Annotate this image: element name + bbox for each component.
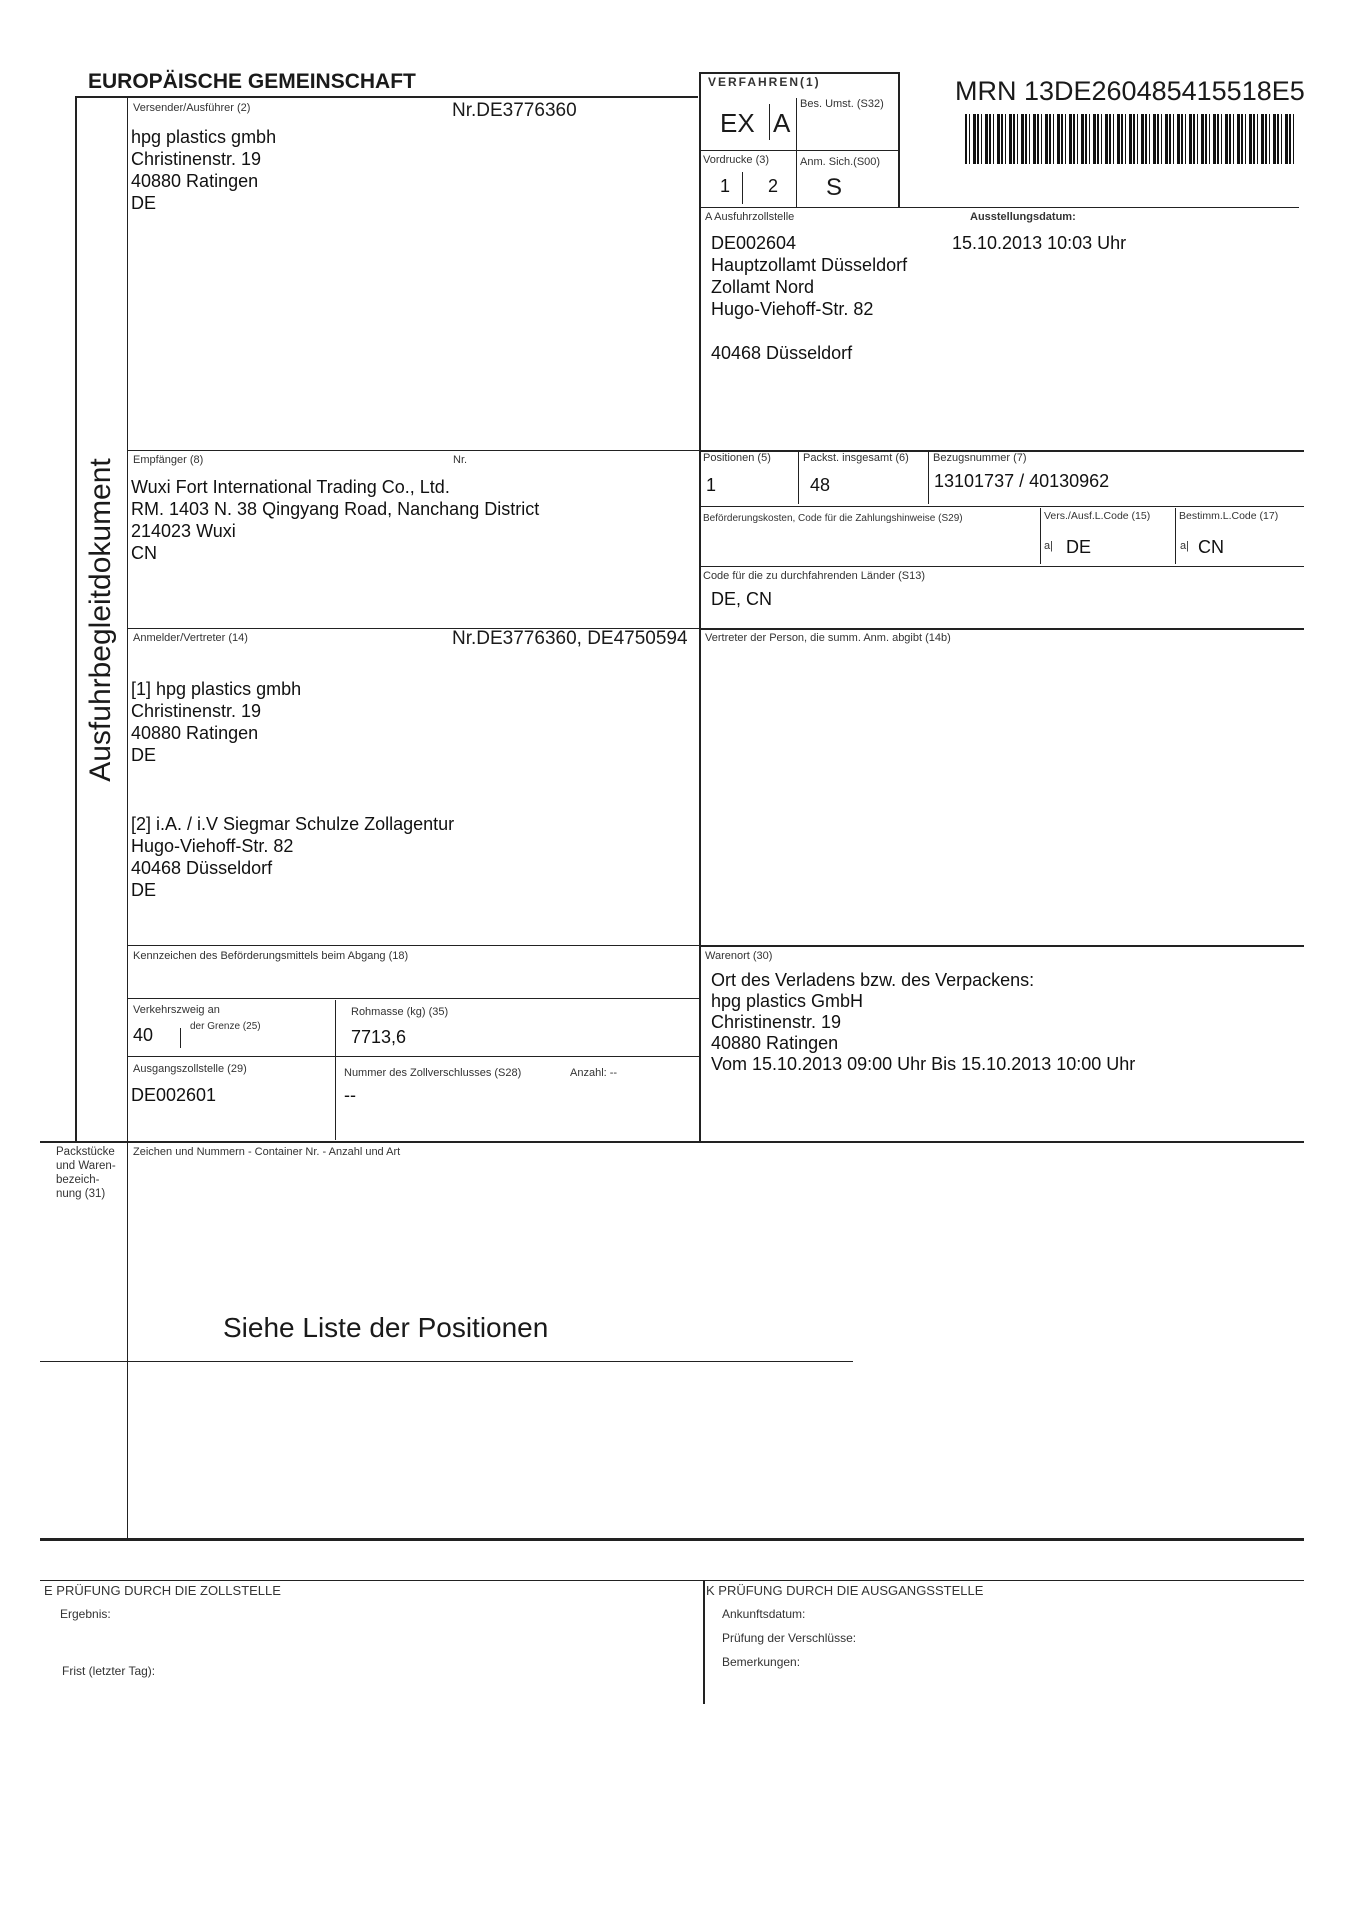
kennzeichen-label: Kennzeichen des Beförderungsmittels beim Abgang (18) <box>133 950 409 962</box>
verschluss-label: Nummer des Zollverschlusses (S28) <box>344 1067 522 1079</box>
pruefung-k-ankunft: Ankunftsdatum: <box>722 1607 806 1621</box>
exporter-address: hpg plastics gmbh Christinenstr. 19 40880 Ratingen DE <box>131 127 277 213</box>
bestimm-code-prefix: a| <box>1180 540 1189 552</box>
consignee-address: Wuxi Fort International Trading Co., Ltd. RM. 1403 N. 38 Qingyang Road, Nanchang District 214023 Wuxi CN <box>131 477 540 563</box>
packages-note: Siehe Liste der Positionen <box>223 1312 549 1343</box>
vordrucke-1: 1 <box>720 176 731 196</box>
pruefung-e-title: E PRÜFUNG DURCH DIE ZOLLSTELLE <box>44 1583 281 1598</box>
warenort-text: Ort des Verladens bzw. des Verpackens: hpg plastics GmbH Christinenstr. 19 40880 Ratingen Vom 15.10.2013 09:00 Uhr Bis 15.10.2013 10:00 Uhr <box>711 970 1136 1074</box>
positionen-label: Positionen (5) <box>703 452 771 464</box>
vordrucke-2: 2 <box>768 176 779 196</box>
declarant-nr: Nr.DE3776360, DE4750594 <box>452 628 688 649</box>
verschluss-value: -- <box>344 1085 356 1105</box>
anzahl-label: Anzahl: -- <box>570 1067 618 1079</box>
verkehr-label: Verkehrszweig an <box>133 1004 220 1016</box>
consignee-label: Empfänger (8) <box>133 454 204 466</box>
bes-umst-label: Bes. Umst. (S32) <box>800 98 884 110</box>
verkehr-value: 40 <box>133 1025 154 1045</box>
verfahren-ex: EX <box>720 108 755 138</box>
bezug-label: Bezugsnummer (7) <box>933 452 1027 464</box>
customs-office-label: A Ausfuhrzollstelle <box>705 211 795 223</box>
packages-header-label: Zeichen und Nummern - Container Nr. - Anzahl und Art <box>133 1146 401 1158</box>
transit-label: Code für die zu durchfahrenden Länder (S13) <box>703 570 925 582</box>
vers-code-prefix: a| <box>1044 540 1053 552</box>
pruefung-e-ergebnis: Ergebnis: <box>60 1607 111 1621</box>
pruefung-k-title: K PRÜFUNG DURCH DIE AUSGANGSSTELLE <box>706 1583 984 1598</box>
declarant-block-1: [1] hpg plastics gmbh Christinenstr. 19 40880 Ratingen DE <box>131 679 302 765</box>
befoerderung-label: Beförderungskosten, Code für die Zahlungshinweise (S29) <box>703 513 963 524</box>
bestimm-code-label: Bestimm.L.Code (17) <box>1179 510 1279 522</box>
barcode <box>965 114 1297 164</box>
issue-date-value: 15.10.2013 10:03 Uhr <box>952 233 1127 253</box>
pruefung-e-frist: Frist (letzter Tag): <box>62 1664 156 1678</box>
rohmasse-value: 7713,6 <box>351 1027 407 1047</box>
anm-sich-value: S <box>826 174 843 201</box>
exporter-nr: Nr.DE3776360 <box>452 100 577 121</box>
rohmasse-label: Rohmasse (kg) (35) <box>351 1006 449 1018</box>
pruefung-k-verschluesse: Prüfung der Verschlüsse: <box>722 1631 857 1645</box>
vers-code-label: Vers./Ausf.L.Code (15) <box>1044 510 1151 522</box>
vordrucke-label: Vordrucke (3) <box>703 154 770 166</box>
warenort-label: Warenort (30) <box>705 950 773 962</box>
document-title: EUROPÄISCHE GEMEINSCHAFT <box>88 70 416 93</box>
packst-value: 48 <box>810 475 831 495</box>
declarant-label: Anmelder/Vertreter (14) <box>133 632 248 644</box>
customs-office-address: DE002604 Hauptzollamt Düsseldorf Zollamt Nord Hugo-Viehoff-Str. 82 <box>711 233 908 319</box>
pruefung-k-bemerkungen: Bemerkungen: <box>722 1655 801 1669</box>
ausgang-label: Ausgangszollstelle (29) <box>133 1063 247 1075</box>
packst-label: Packst. insgesamt (6) <box>803 452 909 464</box>
declarant-block-2: [2] i.A. / i.V Siegmar Schulze Zollagentur Hugo-Viehoff-Str. 82 40468 Düsseldorf DE <box>131 814 455 900</box>
bestimm-code-value: CN <box>1198 537 1224 557</box>
packages-side-label: Packstücke und Waren- bezeich- nung (31) <box>56 1146 116 1200</box>
vers-code-value: DE <box>1066 537 1092 557</box>
verfahren-label: VERFAHREN(1) <box>708 75 821 89</box>
customs-office-city: 40468 Düsseldorf <box>711 343 853 363</box>
verfahren-a: A <box>773 108 791 138</box>
transit-value: DE, CN <box>711 589 773 609</box>
anm-sich-label: Anm. Sich.(S00) <box>800 156 881 168</box>
consignee-nr: Nr. <box>453 454 468 466</box>
positionen-value: 1 <box>706 475 717 495</box>
verkehr-sublabel: der Grenze (25) <box>190 1021 261 1032</box>
exporter-label: Versender/Ausführer (2) <box>133 102 251 114</box>
vertreter-label: Vertreter der Person, die summ. Anm. abgibt (14b) <box>705 632 951 644</box>
mrn-number: MRN 13DE260485415518E5 <box>955 76 1305 106</box>
bezug-value: 13101737 / 40130962 <box>934 471 1110 491</box>
issue-date-label: Ausstellungsdatum: <box>970 211 1076 223</box>
ausgang-value: DE002601 <box>131 1085 217 1105</box>
